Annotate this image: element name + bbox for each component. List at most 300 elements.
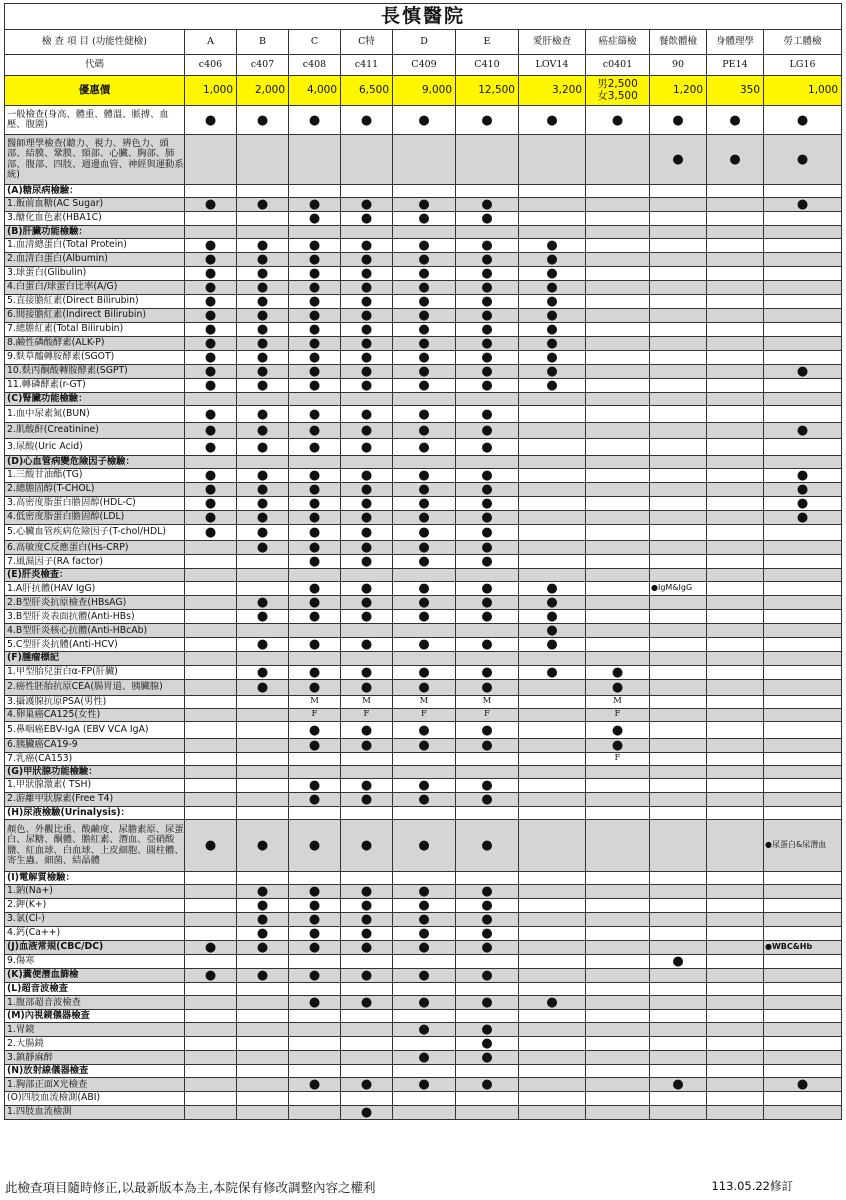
included-dot: ● <box>289 253 341 267</box>
included-dot: ● <box>185 239 237 253</box>
empty-cell <box>289 1065 341 1078</box>
empty-cell <box>519 709 586 722</box>
empty-cell <box>393 455 456 468</box>
empty-cell <box>586 941 650 955</box>
included-dot: ● <box>185 295 237 309</box>
included-dot: ● <box>289 406 341 423</box>
package-code: c0401 <box>586 55 650 76</box>
included-dot: ● <box>289 927 341 941</box>
empty-cell <box>341 1092 393 1105</box>
included-dot: ● <box>393 969 456 983</box>
included-dot: ● <box>341 555 393 569</box>
empty-cell <box>586 253 650 267</box>
empty-cell <box>650 983 707 996</box>
empty-cell <box>393 185 456 198</box>
package-name: C <box>289 30 341 55</box>
empty-cell <box>237 582 289 596</box>
included-note: ●尿蛋白&尿潛血 <box>764 820 842 872</box>
item-label: 5.心臟血管疾病危險因子(T-chol/HDL) <box>5 524 185 541</box>
included-dot: ● <box>289 969 341 983</box>
empty-cell <box>586 913 650 927</box>
empty-cell <box>237 752 289 765</box>
empty-cell <box>650 638 707 652</box>
empty-cell <box>650 778 707 792</box>
empty-cell <box>341 393 393 406</box>
included-dot: ● <box>341 406 393 423</box>
item-label: 7.風濕因子(RA factor) <box>5 555 185 569</box>
included-dot: ● <box>456 722 519 739</box>
included-dot: ● <box>341 913 393 927</box>
item-label: 10.麩丙酮酸轉胺酵素(SGPT) <box>5 365 185 379</box>
empty-cell <box>650 1023 707 1037</box>
empty-cell <box>650 1010 707 1023</box>
empty-cell <box>289 1023 341 1037</box>
included-dot: ● <box>519 281 586 295</box>
included-dot: ● <box>456 792 519 806</box>
empty-cell <box>650 365 707 379</box>
included-dot: ● <box>456 582 519 596</box>
included-dot: ● <box>393 482 456 496</box>
empty-cell <box>456 955 519 969</box>
included-dot: ● <box>289 555 341 569</box>
empty-cell <box>707 1037 764 1051</box>
empty-cell <box>237 569 289 582</box>
empty-cell <box>185 696 237 709</box>
empty-cell <box>764 393 842 406</box>
empty-cell <box>650 267 707 281</box>
item-label: 8.鹼性磷酸酵素(ALK-P) <box>5 337 185 351</box>
included-dot: ● <box>456 267 519 281</box>
empty-cell <box>393 955 456 969</box>
empty-cell <box>650 393 707 406</box>
item-label: (L)超音波檢查 <box>5 983 185 996</box>
empty-cell <box>393 1010 456 1023</box>
included-dot: ● <box>185 253 237 267</box>
section-header-row <box>5 969 842 983</box>
empty-cell <box>586 393 650 406</box>
empty-cell <box>185 679 237 696</box>
table-row <box>5 582 842 596</box>
empty-cell <box>289 1092 341 1105</box>
empty-cell <box>237 792 289 806</box>
empty-cell <box>519 393 586 406</box>
empty-cell <box>764 722 842 739</box>
section-header-row <box>5 185 842 198</box>
empty-cell <box>341 569 393 582</box>
empty-cell <box>764 927 842 941</box>
included-dot: ● <box>393 422 456 439</box>
included-dot: ● <box>237 323 289 337</box>
empty-cell <box>650 295 707 309</box>
empty-cell <box>650 281 707 295</box>
item-label: (K)糞便潛血篩檢 <box>5 969 185 983</box>
empty-cell <box>707 941 764 955</box>
gender-mark: M <box>456 696 519 709</box>
item-label: 1.胸部正面X光檢查 <box>5 1078 185 1092</box>
empty-cell <box>650 596 707 610</box>
empty-cell <box>707 281 764 295</box>
empty-cell <box>185 1023 237 1037</box>
empty-cell <box>237 393 289 406</box>
empty-cell <box>586 439 650 456</box>
hospital-title: 長慎醫院 <box>5 4 842 30</box>
price-row-label: 優惠價 <box>5 76 185 106</box>
included-dot: ● <box>393 555 456 569</box>
empty-cell <box>519 806 586 819</box>
empty-cell <box>289 226 341 239</box>
empty-cell <box>289 806 341 819</box>
table-row <box>5 709 842 722</box>
empty-cell <box>707 778 764 792</box>
empty-cell <box>650 806 707 819</box>
empty-cell <box>650 212 707 226</box>
empty-cell <box>586 899 650 913</box>
included-dot: ● <box>393 106 456 135</box>
table-row <box>5 885 842 899</box>
included-dot: ● <box>185 337 237 351</box>
empty-cell <box>519 185 586 198</box>
included-dot: ● <box>519 106 586 135</box>
empty-cell <box>341 806 393 819</box>
included-dot: ● <box>393 582 456 596</box>
included-dot: ● <box>764 422 842 439</box>
included-dot: ● <box>289 885 341 899</box>
included-dot: ● <box>289 309 341 323</box>
included-dot: ● <box>456 913 519 927</box>
empty-cell <box>393 752 456 765</box>
empty-cell <box>764 351 842 365</box>
empty-cell <box>650 455 707 468</box>
item-label: 4.低密度脂蛋白膽固醇(LDL) <box>5 510 185 524</box>
included-dot: ● <box>393 941 456 955</box>
included-dot: ● <box>393 212 456 226</box>
empty-cell <box>519 1010 586 1023</box>
empty-cell <box>456 1105 519 1119</box>
included-dot: ● <box>393 885 456 899</box>
empty-cell <box>185 652 237 665</box>
empty-cell <box>650 510 707 524</box>
empty-cell <box>185 610 237 624</box>
included-dot: ● <box>586 722 650 739</box>
empty-cell <box>764 665 842 679</box>
included-dot: ● <box>456 351 519 365</box>
table-row <box>5 624 842 638</box>
footer-note: 此檢查項目隨時修正,以最新版本為主,本院保有修改調整內容之權利 <box>5 1180 376 1195</box>
section-header-row <box>5 652 842 665</box>
empty-cell <box>707 569 764 582</box>
included-dot: ● <box>456 253 519 267</box>
included-dot: ● <box>237 253 289 267</box>
empty-cell <box>707 899 764 913</box>
included-dot: ● <box>341 281 393 295</box>
table-row <box>5 482 842 496</box>
empty-cell <box>707 638 764 652</box>
included-dot: ● <box>519 309 586 323</box>
empty-cell <box>764 610 842 624</box>
included-dot: ● <box>341 524 393 541</box>
included-dot: ● <box>456 524 519 541</box>
empty-cell <box>586 996 650 1010</box>
included-dot: ● <box>341 309 393 323</box>
empty-cell <box>707 482 764 496</box>
empty-cell <box>185 185 237 198</box>
empty-cell <box>764 185 842 198</box>
empty-cell <box>707 582 764 596</box>
empty-cell <box>519 510 586 524</box>
included-dot: ● <box>237 337 289 351</box>
empty-cell <box>764 337 842 351</box>
table-row <box>5 135 842 185</box>
included-dot: ● <box>237 309 289 323</box>
included-dot: ● <box>764 198 842 212</box>
included-dot: ● <box>519 239 586 253</box>
included-dot: ● <box>456 309 519 323</box>
table-row <box>5 253 842 267</box>
table-row <box>5 106 842 135</box>
empty-cell <box>586 885 650 899</box>
empty-cell <box>237 455 289 468</box>
empty-cell <box>586 1051 650 1065</box>
empty-cell <box>586 610 650 624</box>
empty-cell <box>519 872 586 885</box>
included-dot: ● <box>237 524 289 541</box>
empty-cell <box>707 872 764 885</box>
empty-cell <box>519 455 586 468</box>
empty-cell <box>586 555 650 569</box>
included-dot: ● <box>456 106 519 135</box>
included-dot: ● <box>341 820 393 872</box>
empty-cell <box>586 638 650 652</box>
empty-cell <box>586 872 650 885</box>
empty-cell <box>650 185 707 198</box>
item-label: 2.大腸鏡 <box>5 1037 185 1051</box>
included-dot: ● <box>341 198 393 212</box>
empty-cell <box>519 1037 586 1051</box>
empty-cell <box>289 185 341 198</box>
item-label: 醫師理學檢查(聽力、視力、辨色力、頭部、結膜、鞏膜、頸部、心臟、胸部、肺部、腹部、四肢、週邊血管、神經與運動系統) <box>5 135 185 185</box>
included-dot: ● <box>289 596 341 610</box>
empty-cell <box>586 955 650 969</box>
included-dot: ● <box>456 439 519 456</box>
empty-cell <box>393 806 456 819</box>
empty-cell <box>650 765 707 778</box>
empty-cell <box>393 1065 456 1078</box>
table-row <box>5 638 842 652</box>
empty-cell <box>650 555 707 569</box>
section-header-row <box>5 806 842 819</box>
included-dot: ● <box>289 281 341 295</box>
table-row <box>5 281 842 295</box>
empty-cell <box>586 541 650 555</box>
empty-cell <box>764 309 842 323</box>
included-dot: ● <box>393 337 456 351</box>
included-dot: ● <box>237 295 289 309</box>
empty-cell <box>707 1065 764 1078</box>
included-dot: ● <box>341 610 393 624</box>
included-dot: ● <box>764 496 842 510</box>
item-label: 3.球蛋白(Glibulin) <box>5 267 185 281</box>
empty-cell <box>707 1051 764 1065</box>
included-dot: ● <box>185 365 237 379</box>
empty-cell <box>764 899 842 913</box>
item-label: (G)甲狀腺功能檢驗： <box>5 765 185 778</box>
empty-cell <box>650 665 707 679</box>
included-dot: ● <box>341 778 393 792</box>
item-label: (C)腎臟功能檢驗： <box>5 393 185 406</box>
empty-cell <box>707 765 764 778</box>
item-label: (M)內視鏡儀器檢查 <box>5 1010 185 1023</box>
item-label: 1.甲型胎兒蛋白α-FP(肝臟) <box>5 665 185 679</box>
empty-cell <box>650 226 707 239</box>
included-dot: ● <box>341 295 393 309</box>
included-dot: ● <box>456 1078 519 1092</box>
included-dot: ● <box>393 792 456 806</box>
included-dot: ● <box>289 365 341 379</box>
included-dot: ● <box>341 738 393 752</box>
included-dot: ● <box>237 482 289 496</box>
revision-date: 113.05.22修訂 <box>711 1179 793 1193</box>
included-dot: ● <box>185 351 237 365</box>
included-dot: ● <box>185 281 237 295</box>
empty-cell <box>393 135 456 185</box>
empty-cell <box>707 267 764 281</box>
empty-cell <box>764 439 842 456</box>
item-label: (H)尿液檢驗(Urinalysis)： <box>5 806 185 819</box>
footer <box>5 1178 835 1196</box>
included-dot: ● <box>393 665 456 679</box>
included-dot: ● <box>393 899 456 913</box>
package-name: 身體理學 <box>707 30 764 55</box>
empty-cell <box>586 482 650 496</box>
empty-cell <box>764 638 842 652</box>
included-dot: ● <box>519 624 586 638</box>
included-dot: ● <box>289 439 341 456</box>
package-code: 90 <box>650 55 707 76</box>
item-label: 1.三酸甘油酯(TG) <box>5 468 185 482</box>
empty-cell <box>764 983 842 996</box>
empty-cell <box>289 135 341 185</box>
empty-cell <box>456 624 519 638</box>
included-dot: ● <box>393 365 456 379</box>
empty-cell <box>707 524 764 541</box>
empty-cell <box>519 696 586 709</box>
empty-cell <box>764 872 842 885</box>
empty-cell <box>764 239 842 253</box>
included-dot: ● <box>456 638 519 652</box>
empty-cell <box>707 555 764 569</box>
item-label: 3.尿酸(Uric Acid) <box>5 439 185 456</box>
empty-cell <box>519 524 586 541</box>
empty-cell <box>586 309 650 323</box>
included-dot: ● <box>185 309 237 323</box>
empty-cell <box>237 709 289 722</box>
included-dot: ● <box>289 610 341 624</box>
included-dot: ● <box>237 596 289 610</box>
included-dot: ● <box>456 1037 519 1051</box>
table-row <box>5 524 842 541</box>
empty-cell <box>519 765 586 778</box>
included-dot: ● <box>341 899 393 913</box>
empty-cell <box>519 820 586 872</box>
empty-cell <box>707 510 764 524</box>
empty-cell <box>237 1065 289 1078</box>
empty-cell <box>764 569 842 582</box>
item-label: 1.A肝抗體(HAV IgG) <box>5 582 185 596</box>
included-dot: ● <box>237 406 289 423</box>
item-label: 3.攝護腺抗原PSA(男性) <box>5 696 185 709</box>
item-label: 3.B型肝炎表面抗體(Anti-HBs) <box>5 610 185 624</box>
empty-cell <box>650 709 707 722</box>
table-row <box>5 752 842 765</box>
included-dot: ● <box>341 212 393 226</box>
item-label: 7.乳癌(CA153) <box>5 752 185 765</box>
item-label: 3.高密度脂蛋白膽固醇(HDL-C) <box>5 496 185 510</box>
item-label: 2.血清白蛋白(Albumin) <box>5 253 185 267</box>
empty-cell <box>764 1010 842 1023</box>
included-dot: ● <box>185 106 237 135</box>
package-name: A <box>185 30 237 55</box>
included-dot: ● <box>289 198 341 212</box>
included-dot: ● <box>185 496 237 510</box>
empty-cell <box>764 596 842 610</box>
empty-cell <box>764 624 842 638</box>
empty-cell <box>519 406 586 423</box>
empty-cell <box>586 185 650 198</box>
included-dot: ● <box>289 792 341 806</box>
included-dot: ● <box>650 955 707 969</box>
table-row <box>5 212 842 226</box>
included-dot: ● <box>519 596 586 610</box>
table-row <box>5 913 842 927</box>
empty-cell <box>650 406 707 423</box>
included-dot: ● <box>456 1023 519 1037</box>
package-price: 2,000 <box>237 76 289 106</box>
empty-cell <box>456 393 519 406</box>
included-dot: ● <box>393 496 456 510</box>
section-header-row <box>5 1065 842 1078</box>
package-price: 4,000 <box>289 76 341 106</box>
code-row-label: 代碼 <box>5 55 185 76</box>
included-dot: ● <box>289 541 341 555</box>
empty-cell <box>237 185 289 198</box>
empty-cell <box>456 455 519 468</box>
empty-cell <box>650 872 707 885</box>
section-header-row <box>5 569 842 582</box>
included-dot: ● <box>237 927 289 941</box>
empty-cell <box>289 1037 341 1051</box>
included-dot: ● <box>341 541 393 555</box>
included-dot: ● <box>289 482 341 496</box>
included-dot: ● <box>237 198 289 212</box>
empty-cell <box>456 226 519 239</box>
empty-cell <box>519 792 586 806</box>
empty-cell <box>519 778 586 792</box>
table-row <box>5 555 842 569</box>
included-dot: ● <box>519 610 586 624</box>
empty-cell <box>519 1105 586 1119</box>
gender-mark: M <box>289 696 341 709</box>
package-code: C410 <box>456 55 519 76</box>
included-dot: ● <box>456 1051 519 1065</box>
empty-cell <box>707 496 764 510</box>
empty-cell <box>764 806 842 819</box>
price-list-sheet <box>4 3 841 1120</box>
included-dot: ● <box>586 738 650 752</box>
empty-cell <box>650 941 707 955</box>
empty-cell <box>650 1065 707 1078</box>
empty-cell <box>237 778 289 792</box>
empty-cell <box>764 885 842 899</box>
